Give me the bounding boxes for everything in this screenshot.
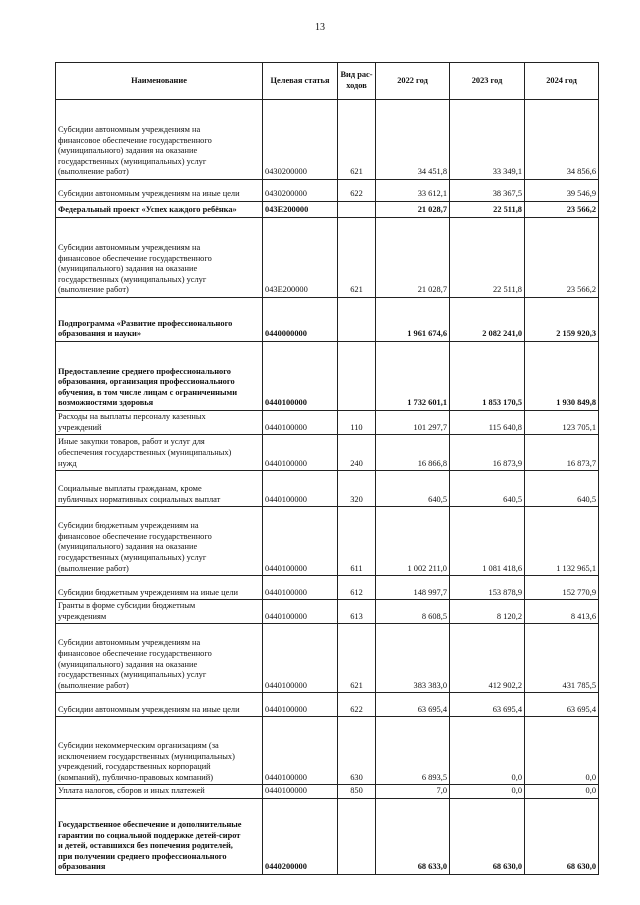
row-name-text: Субсидии автономным учреждениям на иные цели — [58, 189, 240, 199]
row-name-text: Уплата налогов, сборов и иных платежей — [58, 786, 205, 796]
row-name-cell — [56, 785, 263, 799]
header-expense-type: Вид рас- ходов — [338, 63, 376, 100]
row-value-2023-cell: 16 873,9 — [450, 435, 525, 471]
row-name-cell — [56, 600, 263, 624]
row-value-2022-cell: 1 732 601,1 — [376, 342, 450, 411]
row-value-2024-cell: 23 566,2 — [525, 218, 599, 298]
row-value-2022-cell: 148 997,7 — [376, 576, 450, 600]
row-name-cell — [56, 298, 263, 342]
row-name-cell — [56, 180, 263, 202]
row-target-article-cell: 0440100000 — [263, 471, 338, 507]
row-name-text: Субсидии автономным учреждениям на иные цели — [58, 704, 240, 714]
row-value-2023-cell: 8 120,2 — [450, 600, 525, 624]
row-target-article-cell: 043E200000 — [263, 202, 338, 218]
table-row — [56, 100, 599, 180]
row-name-cell — [56, 507, 263, 576]
row-expense-type-cell: 850 — [338, 785, 376, 799]
row-name-cell — [56, 717, 263, 785]
row-value-2022-cell: 640,5 — [376, 471, 450, 507]
table-row — [56, 180, 599, 202]
row-expense-type-cell: 621 — [338, 624, 376, 693]
header-year-2023: 2023 год — [450, 63, 525, 100]
table-row — [56, 798, 599, 874]
page-number: 13 — [315, 22, 325, 33]
row-value-2022-cell: 1 961 674,6 — [376, 298, 450, 342]
row-expense-type-cell — [338, 298, 376, 342]
row-name-cell — [56, 202, 263, 218]
row-value-2022-cell: 68 633,0 — [376, 798, 450, 874]
row-name-text: Расходы на выплаты персоналу казенных учреждений — [58, 412, 206, 432]
row-value-2024-cell: 152 770,9 — [525, 576, 599, 600]
row-target-article-cell: 0440100000 — [263, 717, 338, 785]
row-expense-type-cell: 621 — [338, 218, 376, 298]
row-value-2024-cell: 1 132 965,1 — [525, 507, 599, 576]
row-value-2024-cell: 23 566,2 — [525, 202, 599, 218]
row-value-2022-cell: 101 297,7 — [376, 411, 450, 435]
header-year-2022: 2022 год — [376, 63, 450, 100]
row-name-cell — [56, 471, 263, 507]
row-name-cell — [56, 798, 263, 874]
row-value-2022-cell: 7,0 — [376, 785, 450, 799]
table-row — [56, 785, 599, 799]
table-row — [56, 624, 599, 693]
header-name: Наименование — [56, 63, 263, 100]
row-name-cell — [56, 218, 263, 298]
row-value-2022-cell: 8 608,5 — [376, 600, 450, 624]
row-name-text: Гранты в форме субсидии бюджетным учреждениям — [58, 601, 196, 621]
row-name-cell — [56, 576, 263, 600]
row-target-article-cell: 0440100000 — [263, 693, 338, 717]
table-row — [56, 342, 599, 411]
row-value-2023-cell: 0,0 — [450, 785, 525, 799]
row-expense-type-cell: 621 — [338, 100, 376, 180]
row-value-2023-cell: 115 640,8 — [450, 411, 525, 435]
row-target-article-cell: 0440200000 — [263, 798, 338, 874]
row-expense-type-cell: 110 — [338, 411, 376, 435]
row-name-cell — [56, 693, 263, 717]
row-target-article-cell: 0440100000 — [263, 411, 338, 435]
row-expense-type-cell: 622 — [338, 180, 376, 202]
table-row — [56, 411, 599, 435]
table-row — [56, 471, 599, 507]
row-name-cell — [56, 411, 263, 435]
row-value-2022-cell: 21 028,7 — [376, 218, 450, 298]
row-expense-type-cell: 320 — [338, 471, 376, 507]
table-row — [56, 507, 599, 576]
row-value-2023-cell: 153 878,9 — [450, 576, 525, 600]
row-target-article-cell: 0430200000 — [263, 100, 338, 180]
row-value-2023-cell: 22 511,8 — [450, 218, 525, 298]
row-value-2023-cell: 38 367,5 — [450, 180, 525, 202]
row-target-article-cell: 043E200000 — [263, 218, 338, 298]
row-value-2022-cell: 33 612,1 — [376, 180, 450, 202]
row-target-article-cell: 0440100000 — [263, 785, 338, 799]
row-name-text: Субсидии автономным учреждениям на финансовое обеспечение государственного (муниципального) задания на оказание государственных (муниципальных) услуг (выполнение работ) — [58, 125, 212, 177]
row-name-text: Субсидии автономным учреждениям на финансовое обеспечение государственного (муниципального) задания на оказание государственных (муниципальных) услуг (выполнение работ) — [58, 638, 212, 690]
header-year-2024: 2024 год — [525, 63, 599, 100]
table-row — [56, 218, 599, 298]
row-value-2024-cell: 68 630,0 — [525, 798, 599, 874]
row-value-2023-cell: 68 630,0 — [450, 798, 525, 874]
row-name-text: Социальные выплаты гражданам, кроме публичных нормативных социальных выплат — [58, 484, 221, 504]
row-value-2024-cell: 63 695,4 — [525, 693, 599, 717]
row-name-text: Подпрограмма «Развитие профессионального образования и науки» — [58, 318, 233, 339]
table-row — [56, 298, 599, 342]
row-value-2024-cell: 0,0 — [525, 785, 599, 799]
row-name-cell — [56, 435, 263, 471]
row-expense-type-cell: 611 — [338, 507, 376, 576]
table-row — [56, 600, 599, 624]
row-target-article-cell: 0440100000 — [263, 624, 338, 693]
row-target-article-cell: 0440100000 — [263, 435, 338, 471]
row-value-2024-cell: 640,5 — [525, 471, 599, 507]
row-value-2023-cell: 1 081 418,6 — [450, 507, 525, 576]
row-name-text: Субсидии бюджетным учреждениям на финансовое обеспечение государственного (муниципального) задания на оказание государственных (муниципальных) услуг (выполнение работ) — [58, 521, 212, 573]
row-value-2023-cell: 640,5 — [450, 471, 525, 507]
row-name-text: Федеральный проект «Успех каждого ребёнка» — [58, 205, 237, 215]
row-expense-type-cell — [338, 202, 376, 218]
row-value-2023-cell: 63 695,4 — [450, 693, 525, 717]
row-value-2022-cell: 6 893,5 — [376, 717, 450, 785]
row-name-text: Предоставление среднего профессионального образования, организация профессионального обучения, в том числе лицам с ограниченными возможностями здоровья — [58, 366, 238, 408]
row-value-2024-cell: 34 856,6 — [525, 100, 599, 180]
budget-table — [55, 62, 599, 875]
row-value-2022-cell: 63 695,4 — [376, 693, 450, 717]
row-value-2023-cell: 412 902,2 — [450, 624, 525, 693]
row-value-2024-cell: 431 785,5 — [525, 624, 599, 693]
row-value-2024-cell: 39 546,9 — [525, 180, 599, 202]
row-value-2023-cell: 22 511,8 — [450, 202, 525, 218]
row-value-2023-cell: 33 349,1 — [450, 100, 525, 180]
row-value-2022-cell: 21 028,7 — [376, 202, 450, 218]
row-name-cell — [56, 342, 263, 411]
row-value-2024-cell: 0,0 — [525, 717, 599, 785]
row-name-text: Субсидии некоммерческим организациям (за исключением государственных (муниципальных) учреждений, государственных корпораций (компаний), публично-правовых компаний) — [58, 741, 235, 782]
row-value-2022-cell: 16 866,8 — [376, 435, 450, 471]
row-target-article-cell: 0430200000 — [263, 180, 338, 202]
table-row — [56, 717, 599, 785]
table-header-row — [56, 63, 599, 100]
row-value-2024-cell: 123 705,1 — [525, 411, 599, 435]
table-row — [56, 693, 599, 717]
row-target-article-cell: 0440100000 — [263, 342, 338, 411]
row-target-article-cell: 0440100000 — [263, 600, 338, 624]
row-target-article-cell: 0440100000 — [263, 507, 338, 576]
table-body — [56, 100, 599, 875]
row-value-2024-cell: 8 413,6 — [525, 600, 599, 624]
row-value-2022-cell: 383 383,0 — [376, 624, 450, 693]
row-value-2022-cell: 34 451,8 — [376, 100, 450, 180]
row-value-2023-cell: 1 853 170,5 — [450, 342, 525, 411]
table-row — [56, 435, 599, 471]
row-name-text: Субсидии бюджетным учреждениям на иные цели — [58, 587, 238, 597]
row-value-2024-cell: 2 159 920,3 — [525, 298, 599, 342]
row-value-2022-cell: 1 002 211,0 — [376, 507, 450, 576]
row-name-cell — [56, 624, 263, 693]
row-expense-type-cell — [338, 342, 376, 411]
row-expense-type-cell: 622 — [338, 693, 376, 717]
row-target-article-cell: 0440100000 — [263, 576, 338, 600]
row-name-text: Субсидии автономным учреждениям на финансовое обеспечение государственного (муниципального) задания на оказание государственных (муниципальных) услуг (выполнение работ) — [58, 243, 212, 295]
row-name-cell — [56, 100, 263, 180]
row-name-text: Иные закупки товаров, работ и услуг для обеспечения государственных (муниципальных) нужд — [58, 437, 232, 468]
row-expense-type-cell: 612 — [338, 576, 376, 600]
row-expense-type-cell: 630 — [338, 717, 376, 785]
row-expense-type-cell — [338, 798, 376, 874]
table-row — [56, 576, 599, 600]
row-value-2024-cell: 16 873,7 — [525, 435, 599, 471]
header-target-article: Целевая статья — [263, 63, 338, 100]
row-value-2023-cell: 0,0 — [450, 717, 525, 785]
row-expense-type-cell: 613 — [338, 600, 376, 624]
row-value-2023-cell: 2 082 241,0 — [450, 298, 525, 342]
row-value-2024-cell: 1 930 849,8 — [525, 342, 599, 411]
row-target-article-cell: 0440000000 — [263, 298, 338, 342]
row-expense-type-cell: 240 — [338, 435, 376, 471]
table-row — [56, 202, 599, 218]
row-name-text: Государственное обеспечение и дополнительные гарантии по социальной поддержке детей-сирот и детей, оставшихся без попечения родителей, при получении среднего профессионального образования — [58, 820, 242, 872]
